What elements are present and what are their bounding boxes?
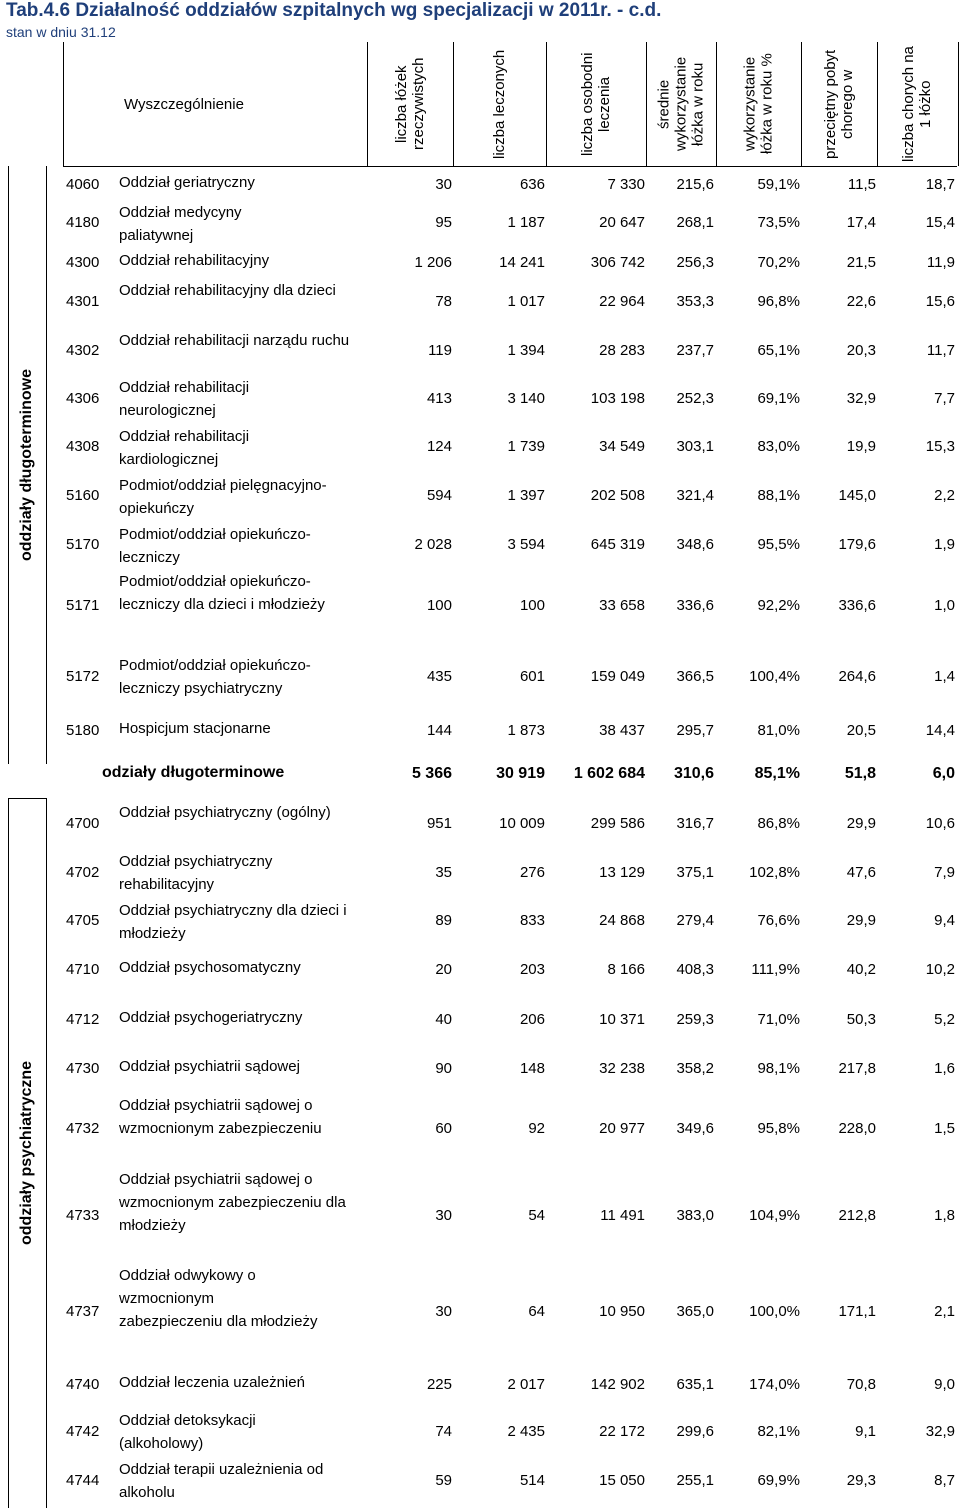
header-col-6: przeciętny pobyt chorego w [822, 49, 856, 159]
row-value: 124 [426, 438, 452, 455]
row-code: 4744 [66, 1472, 100, 1489]
row-code: 5170 [66, 536, 100, 553]
row-name: Oddział rehabilitacji kardiologicznej [119, 428, 250, 468]
row-value: 1,5 [934, 1120, 955, 1137]
row-code: 4700 [66, 815, 100, 832]
row-value: 20,3 [846, 342, 876, 359]
row-value: 2 028 [414, 536, 452, 553]
row-value: 256,3 [676, 254, 714, 271]
row-value: 74 [435, 1423, 452, 1440]
row-name: Oddział psychogeriatryczny [119, 1009, 303, 1026]
row-name: Oddział odwykowy o wzmocnionym zabezpieczeniu dla młodzieży [119, 1267, 318, 1330]
row-value: 203 [519, 961, 545, 978]
row-value: 144 [426, 722, 452, 739]
row-name: Oddział psychiatryczny rehabilitacyjny [119, 853, 273, 893]
row-value: 20 [435, 961, 452, 978]
row-value: 98,1% [757, 1060, 800, 1077]
row-value: 2 017 [507, 1376, 545, 1393]
row-value: 38 437 [599, 722, 645, 739]
row-value: 40 [435, 1011, 452, 1028]
row-value: 104,9% [749, 1207, 800, 1224]
row-value: 71,0% [757, 1011, 800, 1028]
row-value: 10,2 [925, 961, 955, 978]
row-value: 645 319 [590, 536, 645, 553]
row-value: 15,3 [925, 438, 955, 455]
header-col-4: średnie wykorzystanie łóżka w roku [655, 56, 707, 152]
row-value: 59 [435, 1472, 452, 1489]
group-label-psychiatric: oddziały psychiatryczne [18, 1060, 35, 1246]
row-value: 299 586 [590, 815, 645, 832]
row-code: 5171 [66, 597, 100, 614]
row-value: 3 140 [507, 390, 545, 407]
header-divider [367, 42, 368, 166]
row-value: 8,7 [934, 1472, 955, 1489]
row-name: Oddział psychiatrii sądowej [119, 1058, 300, 1075]
row-value: 17,4 [846, 214, 876, 231]
row-value: 100 [519, 597, 545, 614]
row-code: 4742 [66, 1423, 100, 1440]
header-col-7: liczba chorych na 1 łóżko [900, 46, 934, 162]
row-value: 100 [426, 597, 452, 614]
row-value: 10 371 [599, 1011, 645, 1028]
row-value: 358,2 [676, 1060, 714, 1077]
row-value: 11,5 [847, 176, 876, 193]
row-name: Podmiot/oddział pielęgnacyjno-opiekuńczy [119, 477, 327, 517]
row-value: 76,6% [757, 912, 800, 929]
row-value: 1,8 [934, 1207, 955, 1224]
row-value: 29,3 [846, 1472, 876, 1489]
row-value: 264,6 [838, 668, 876, 685]
row-value: 14,4 [925, 722, 955, 739]
row-name: Podmiot/oddział opiekuńczo-leczniczy psychiatryczny [119, 657, 311, 697]
row-value: 225 [426, 1376, 452, 1393]
row-name: Oddział psychiatryczny (ogólny) [119, 804, 331, 821]
row-value: 348,6 [676, 536, 714, 553]
row-value: 20 977 [599, 1120, 645, 1137]
row-value: 413 [426, 390, 452, 407]
row-value: 1 873 [507, 722, 545, 739]
row-value: 90 [435, 1060, 452, 1077]
row-name: Oddział rehabilitacji neurologicznej [119, 379, 250, 419]
row-name: Oddział psychosomatyczny [119, 959, 301, 976]
row-value: 40,2 [846, 961, 876, 978]
row-value: 14 241 [499, 254, 545, 271]
row-value: 635,1 [676, 1376, 714, 1393]
header-col-2: liczba leczonych [491, 49, 508, 159]
row-value: 2,2 [934, 487, 955, 504]
row-value: 9,4 [934, 912, 955, 929]
row-value: 34 549 [599, 438, 645, 455]
row-value: 10,6 [925, 815, 955, 832]
row-value: 9,0 [934, 1376, 955, 1393]
header-description: Wyszczególnienie [124, 95, 244, 113]
row-value: 30 [435, 176, 452, 193]
row-value: 375,1 [676, 864, 714, 881]
row-code: 4710 [66, 961, 100, 978]
row-name: Oddział rehabilitacji narządu ruchu [119, 332, 350, 349]
row-value: 21,5 [846, 254, 876, 271]
row-value: 316,7 [676, 815, 714, 832]
row-value: 18,7 [925, 176, 955, 193]
row-value: 5,2 [934, 1011, 955, 1028]
header-divider [453, 42, 454, 166]
row-code: 4180 [66, 214, 100, 231]
row-value: 7 330 [607, 176, 645, 193]
group-border-right [46, 166, 47, 764]
row-code: 4730 [66, 1060, 100, 1077]
row-value: 228,0 [838, 1120, 876, 1137]
row-value: 11 491 [600, 1207, 645, 1224]
row-value: 8 166 [607, 961, 645, 978]
row-code: 4740 [66, 1376, 100, 1393]
row-value: 30 [435, 1207, 452, 1224]
row-value: 1 394 [507, 342, 545, 359]
header-divider [801, 42, 802, 166]
row-value: 255,1 [676, 1472, 714, 1489]
row-value: 100,0% [749, 1303, 800, 1320]
row-value: 9,1 [855, 1423, 876, 1440]
row-value: 73,5% [757, 214, 800, 231]
row-value: 96,8% [757, 293, 800, 310]
row-value: 594 [426, 487, 452, 504]
row-value: 29,9 [846, 912, 876, 929]
row-value: 81,0% [757, 722, 800, 739]
row-name: Oddział leczenia uzależnień [119, 1374, 305, 1391]
row-value: 7,9 [934, 864, 955, 881]
row-value: 10 950 [599, 1303, 645, 1320]
header-divider [716, 42, 717, 166]
row-value: 11,9 [926, 254, 955, 271]
row-value: 95,8% [757, 1120, 800, 1137]
row-value: 951 [426, 815, 452, 832]
summary-value: 6,0 [932, 765, 955, 782]
row-value: 89 [435, 912, 452, 929]
row-name: Podmiot/oddział opiekuńczo-leczniczy dla dzieci i młodzieży [119, 573, 325, 613]
row-value: 215,6 [676, 176, 714, 193]
row-value: 13 129 [599, 864, 645, 881]
row-name: Oddział medycyny paliatywnej [119, 204, 242, 244]
row-name: Oddział psychiatryczny dla dzieci i młodzieży [119, 902, 347, 942]
row-value: 336,6 [676, 597, 714, 614]
row-code: 4702 [66, 864, 100, 881]
row-name: Oddział psychiatrii sądowej o wzmocnionym zabezpieczeniu dla młodzieży [119, 1171, 346, 1234]
summary-value: 310,6 [673, 765, 714, 782]
row-value: 1 017 [507, 293, 545, 310]
row-value: 60 [435, 1120, 452, 1137]
row-value: 24 868 [599, 912, 645, 929]
row-value: 514 [519, 1472, 545, 1489]
row-value: 252,3 [676, 390, 714, 407]
row-value: 295,7 [676, 722, 714, 739]
row-value: 142 902 [590, 1376, 645, 1393]
header-divider [877, 42, 878, 166]
date-note: stan w dniu 31.12 [6, 24, 116, 40]
row-value: 54 [528, 1207, 545, 1224]
row-value: 148 [519, 1060, 545, 1077]
row-value: 78 [435, 293, 452, 310]
row-value: 206 [519, 1011, 545, 1028]
row-value: 7,7 [934, 390, 955, 407]
header-col-1: liczba łóżek rzeczywistych [393, 57, 427, 151]
row-value: 299,6 [676, 1423, 714, 1440]
row-value: 259,3 [676, 1011, 714, 1028]
row-name: Hospicjum stacjonarne [119, 720, 271, 737]
row-value: 69,9% [757, 1472, 800, 1489]
row-value: 237,7 [676, 342, 714, 359]
row-value: 1,9 [934, 536, 955, 553]
row-value: 83,0% [757, 438, 800, 455]
row-value: 33 658 [599, 597, 645, 614]
row-code: 4300 [66, 254, 100, 271]
row-value: 22 172 [599, 1423, 645, 1440]
row-value: 1,6 [934, 1060, 955, 1077]
row-value: 102,8% [749, 864, 800, 881]
row-name: Oddział rehabilitacyjny [119, 252, 270, 269]
row-value: 32,9 [846, 390, 876, 407]
row-value: 366,5 [676, 668, 714, 685]
row-value: 95 [435, 214, 452, 231]
row-value: 28 283 [599, 342, 645, 359]
summary-value: 30 919 [496, 765, 545, 782]
row-name: Oddział psychiatrii sądowej o wzmocnionym zabezpieczeniu [119, 1097, 322, 1137]
header-bottom-rule [63, 166, 957, 167]
row-value: 100,4% [749, 668, 800, 685]
row-value: 833 [519, 912, 545, 929]
row-value: 636 [519, 176, 545, 193]
row-value: 435 [426, 668, 452, 685]
row-name: Oddział terapii uzależnienia od alkoholu [119, 1461, 324, 1501]
row-value: 1 397 [507, 487, 545, 504]
row-value: 95,5% [757, 536, 800, 553]
row-value: 86,8% [757, 815, 800, 832]
row-value: 306 742 [590, 254, 645, 271]
row-value: 349,6 [676, 1120, 714, 1137]
summary-label: odziały długoterminowe [102, 764, 285, 781]
row-value: 82,1% [757, 1423, 800, 1440]
row-value: 11,7 [926, 342, 955, 359]
row-value: 65,1% [757, 342, 800, 359]
row-value: 59,1% [757, 176, 800, 193]
row-code: 4732 [66, 1120, 100, 1137]
row-value: 22,6 [846, 293, 876, 310]
row-code: 4733 [66, 1207, 100, 1224]
row-value: 276 [519, 864, 545, 881]
row-name: Oddział geriatryczny [119, 174, 255, 191]
header-col-5: wykorzystanie łóżka w roku % [741, 53, 776, 155]
row-value: 64 [528, 1303, 545, 1320]
row-value: 321,4 [676, 487, 714, 504]
row-value: 10 009 [499, 815, 545, 832]
row-value: 103 198 [590, 390, 645, 407]
summary-value: 1 602 684 [573, 765, 645, 782]
row-value: 159 049 [590, 668, 645, 685]
row-value: 29,9 [846, 815, 876, 832]
group-border-right-2 [46, 798, 47, 1508]
row-value: 601 [519, 668, 545, 685]
row-code: 4712 [66, 1011, 100, 1028]
page-title: Tab.4.6 Działalność oddziałów szpitalnych wg specjalizacji w 2011r. - c.d. [6, 0, 662, 21]
row-code: 4302 [66, 342, 100, 359]
row-value: 145,0 [838, 487, 876, 504]
row-value: 92 [528, 1120, 545, 1137]
row-code: 4306 [66, 390, 100, 407]
row-value: 174,0% [749, 1376, 800, 1393]
row-value: 32,9 [925, 1423, 955, 1440]
row-value: 19,9 [846, 438, 876, 455]
row-value: 383,0 [676, 1207, 714, 1224]
header-divider [646, 42, 647, 166]
row-value: 171,1 [838, 1303, 876, 1320]
row-value: 202 508 [590, 487, 645, 504]
row-value: 336,6 [838, 597, 876, 614]
row-name: Oddział rehabilitacyjny dla dzieci [119, 282, 336, 299]
row-value: 15,6 [925, 293, 955, 310]
row-value: 2,1 [934, 1303, 955, 1320]
row-value: 1 739 [507, 438, 545, 455]
row-value: 35 [435, 864, 452, 881]
row-code: 4737 [66, 1303, 100, 1320]
row-value: 88,1% [757, 487, 800, 504]
row-code: 4301 [66, 293, 100, 310]
row-value: 70,2% [757, 254, 800, 271]
row-value: 1,0 [934, 597, 955, 614]
row-value: 15,4 [925, 214, 955, 231]
row-value: 50,3 [846, 1011, 876, 1028]
row-code: 5180 [66, 722, 100, 739]
row-value: 20,5 [846, 722, 876, 739]
row-value: 3 594 [507, 536, 545, 553]
row-value: 70,8 [846, 1376, 876, 1393]
row-value: 212,8 [838, 1207, 876, 1224]
row-name: Podmiot/oddział opiekuńczo-leczniczy [119, 526, 311, 566]
summary-value: 51,8 [844, 765, 876, 782]
row-value: 279,4 [676, 912, 714, 929]
group-label-long-term: oddziały długoterminowe [18, 369, 35, 562]
row-value: 1 206 [414, 254, 452, 271]
row-value: 217,8 [838, 1060, 876, 1077]
row-value: 92,2% [757, 597, 800, 614]
row-value: 268,1 [676, 214, 714, 231]
row-value: 179,6 [838, 536, 876, 553]
row-value: 2 435 [507, 1423, 545, 1440]
row-value: 47,6 [846, 864, 876, 881]
row-code: 5172 [66, 668, 100, 685]
summary-value: 85,1% [754, 765, 800, 782]
summary-value: 5 366 [411, 765, 452, 782]
row-value: 30 [435, 1303, 452, 1320]
header-divider [546, 42, 547, 166]
row-value: 20 647 [599, 214, 645, 231]
row-code: 4060 [66, 176, 100, 193]
row-value: 365,0 [676, 1303, 714, 1320]
row-value: 22 964 [599, 293, 645, 310]
row-value: 1,4 [934, 668, 955, 685]
header-col-3: liczba osobodni leczenia [579, 52, 613, 156]
row-value: 303,1 [676, 438, 714, 455]
row-value: 408,3 [676, 961, 714, 978]
row-value: 69,1% [757, 390, 800, 407]
row-value: 353,3 [676, 293, 714, 310]
row-code: 4705 [66, 912, 100, 929]
row-value: 1 187 [507, 214, 545, 231]
row-value: 111,9% [751, 961, 800, 978]
row-value: 32 238 [599, 1060, 645, 1077]
row-value: 119 [428, 342, 452, 359]
row-code: 5160 [66, 487, 100, 504]
row-value: 15 050 [599, 1472, 645, 1489]
row-name: Oddział detoksykacji (alkoholowy) [119, 1412, 256, 1452]
row-code: 4308 [66, 438, 100, 455]
